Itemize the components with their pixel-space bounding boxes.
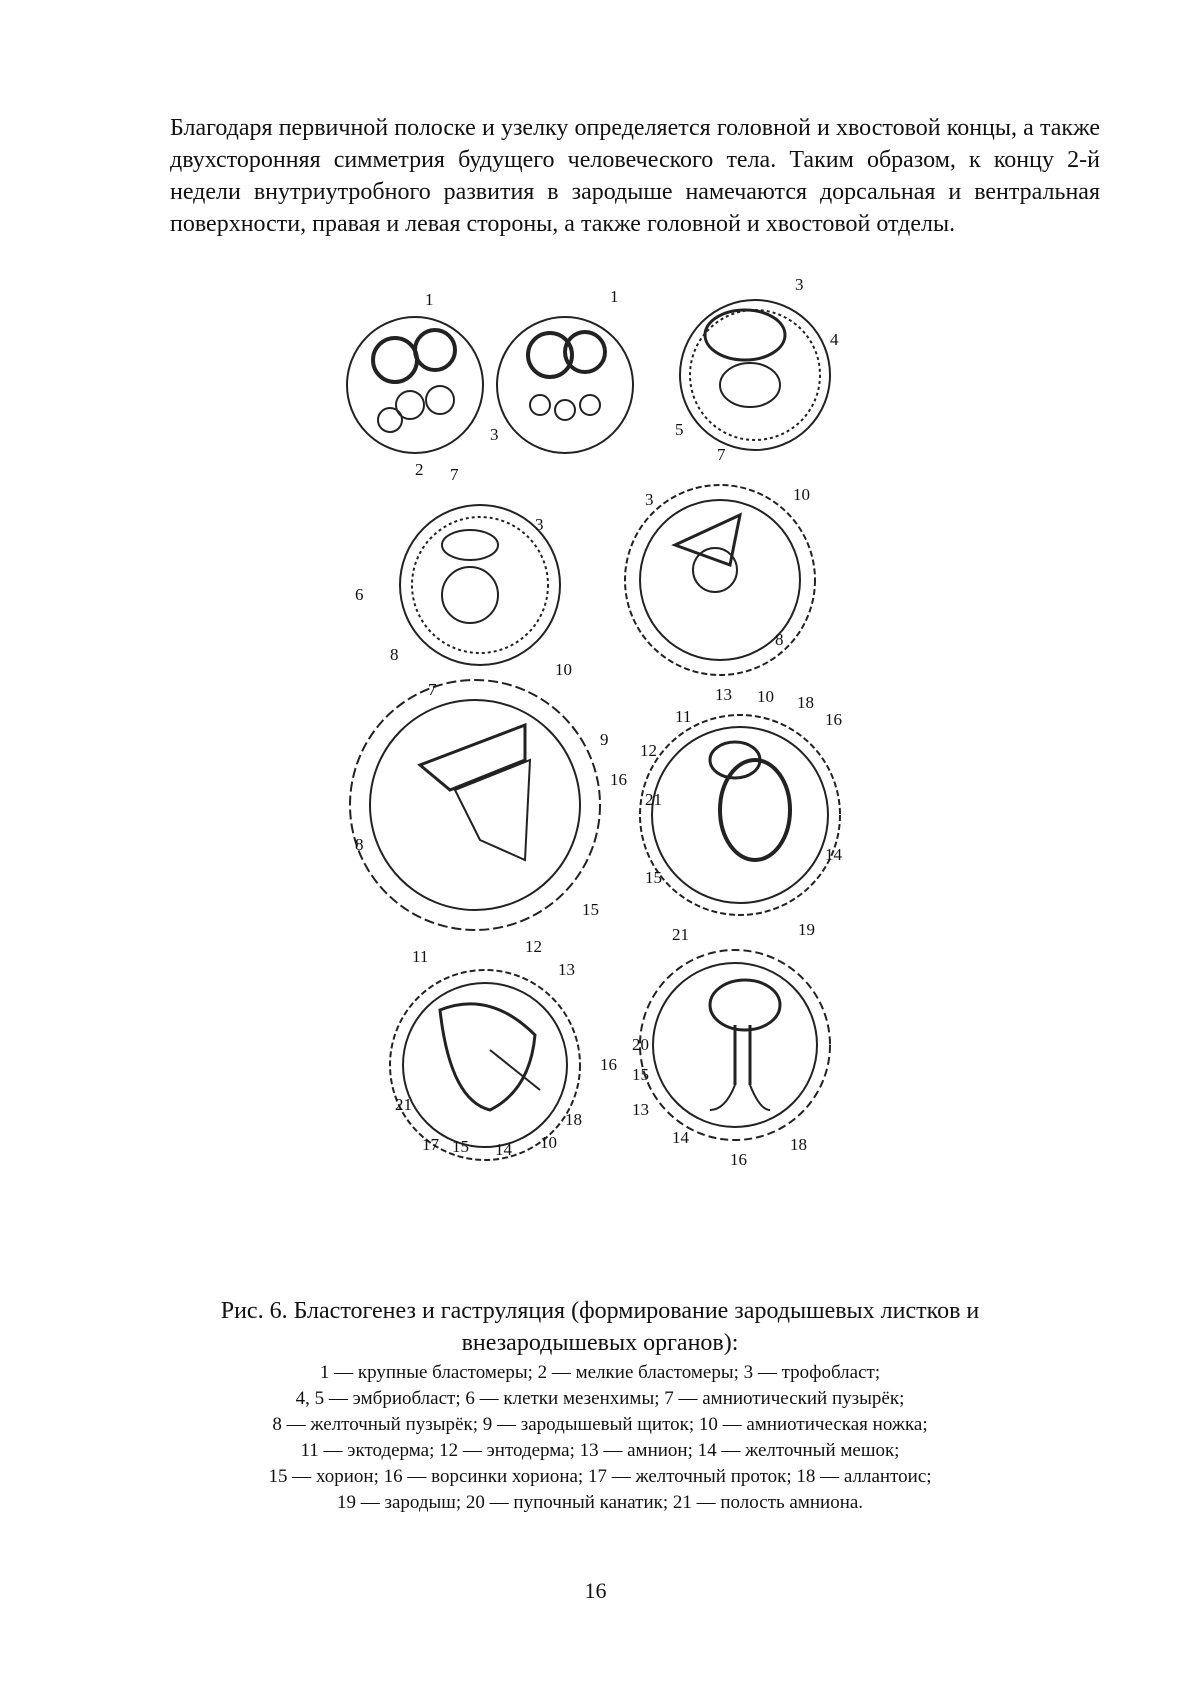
label-11a: 11 bbox=[675, 707, 692, 726]
label-7a: 7 bbox=[450, 465, 459, 484]
label-16d: 16 bbox=[730, 1150, 747, 1169]
label-2: 2 bbox=[415, 460, 424, 479]
label-17: 17 bbox=[422, 1135, 439, 1154]
stage-6-drawing bbox=[350, 680, 600, 930]
stage-2-drawing bbox=[497, 317, 633, 453]
label-14c: 14 bbox=[672, 1128, 689, 1147]
label-12a: 12 bbox=[640, 741, 657, 760]
label-20: 20 bbox=[632, 1035, 649, 1054]
label-3a: 3 bbox=[490, 425, 499, 444]
label-14b: 14 bbox=[495, 1140, 512, 1159]
label-16b: 16 bbox=[825, 710, 842, 729]
label-9: 9 bbox=[600, 730, 609, 749]
label-8a: 8 bbox=[390, 645, 399, 664]
label-13b: 13 bbox=[558, 960, 575, 979]
legend-line: 11 — эктодерма; 12 — энтодерма; 13 — амнион; 14 — желточный мешок; bbox=[300, 1440, 900, 1461]
label-13a: 13 bbox=[715, 685, 732, 704]
figure-legend bbox=[150, 1360, 1050, 1516]
label-21b: 21 bbox=[395, 1095, 412, 1114]
figure-caption-title: Рис. 6. Бластогенез и гаструляция (формирование зародышевых листков и внезародышевых органов): bbox=[220, 1298, 980, 1356]
label-14a: 14 bbox=[825, 845, 842, 864]
label-8c: 8 bbox=[355, 835, 364, 854]
label-10b: 10 bbox=[555, 660, 572, 679]
stage-1-drawing bbox=[347, 317, 483, 453]
label-1b: 1 bbox=[610, 287, 619, 306]
label-18b: 18 bbox=[565, 1110, 582, 1129]
label-18c: 18 bbox=[790, 1135, 807, 1154]
label-15d: 15 bbox=[632, 1065, 649, 1084]
body-paragraph: Благодаря первичной полоске и узелку определяется головной и хвостовой концы, а также двухсторонняя симметрия будущего человеческого тела. Таким образом, к концу 2-й недели внутриутробного развития в зародыше намечаются дорсальная и вентральная поверхности, правая и левая стороны, а также головной и хвостовой отделы. bbox=[170, 115, 1100, 237]
legend-line: 4, 5 — эмбриобласт; 6 — клетки мезенхимы; 7 — амниотический пузырёк; bbox=[295, 1388, 905, 1409]
label-3b: 3 bbox=[795, 275, 804, 294]
stage-7-drawing bbox=[640, 715, 840, 915]
stage-8-drawing bbox=[390, 970, 580, 1160]
stage-5-drawing bbox=[625, 485, 815, 675]
label-6: 6 bbox=[355, 585, 364, 604]
legend-line: 8 — желточный пузырёк; 9 — зародышевый щиток; 10 — амниотическая ножка; bbox=[272, 1414, 928, 1435]
legend-line: 15 — хорион; 16 — ворсинки хориона; 17 — желточный проток; 18 — аллантоис; bbox=[268, 1466, 932, 1487]
label-10d: 10 bbox=[540, 1133, 557, 1152]
page-number: 16 bbox=[584, 1578, 607, 1603]
label-1a: 1 bbox=[425, 290, 434, 309]
label-12b: 12 bbox=[525, 937, 542, 956]
label-5: 5 bbox=[675, 420, 684, 439]
label-15c: 15 bbox=[452, 1137, 469, 1156]
legend-line: 19 — зародыш; 20 — пупочный канатик; 21 — полость амниона. bbox=[336, 1492, 864, 1513]
label-11b: 11 bbox=[412, 947, 429, 966]
label-18a: 18 bbox=[797, 693, 814, 712]
label-8b: 8 bbox=[775, 630, 784, 649]
legend-line: 1 — крупные бластомеры; 2 — мелкие бластомеры; 3 — трофобласт; bbox=[319, 1362, 881, 1383]
label-15a: 15 bbox=[582, 900, 599, 919]
label-21a: 21 bbox=[645, 790, 662, 809]
label-21c: 21 bbox=[672, 925, 689, 944]
label-15b: 15 bbox=[645, 868, 662, 887]
label-10a: 10 bbox=[793, 485, 810, 504]
label-3c: 3 bbox=[535, 515, 544, 534]
label-7b: 7 bbox=[717, 445, 726, 464]
stage-9-drawing bbox=[640, 950, 830, 1140]
label-13c: 13 bbox=[632, 1100, 649, 1119]
label-7c: 7 bbox=[428, 680, 437, 699]
label-10c: 10 bbox=[757, 687, 774, 706]
label-19: 19 bbox=[798, 920, 815, 939]
label-16c: 16 bbox=[600, 1055, 617, 1074]
label-16a: 16 bbox=[610, 770, 627, 789]
label-3d: 3 bbox=[645, 490, 654, 509]
blastogenesis-figure bbox=[355, 275, 920, 1260]
stage-3-drawing bbox=[680, 300, 830, 450]
label-4: 4 bbox=[830, 330, 839, 349]
